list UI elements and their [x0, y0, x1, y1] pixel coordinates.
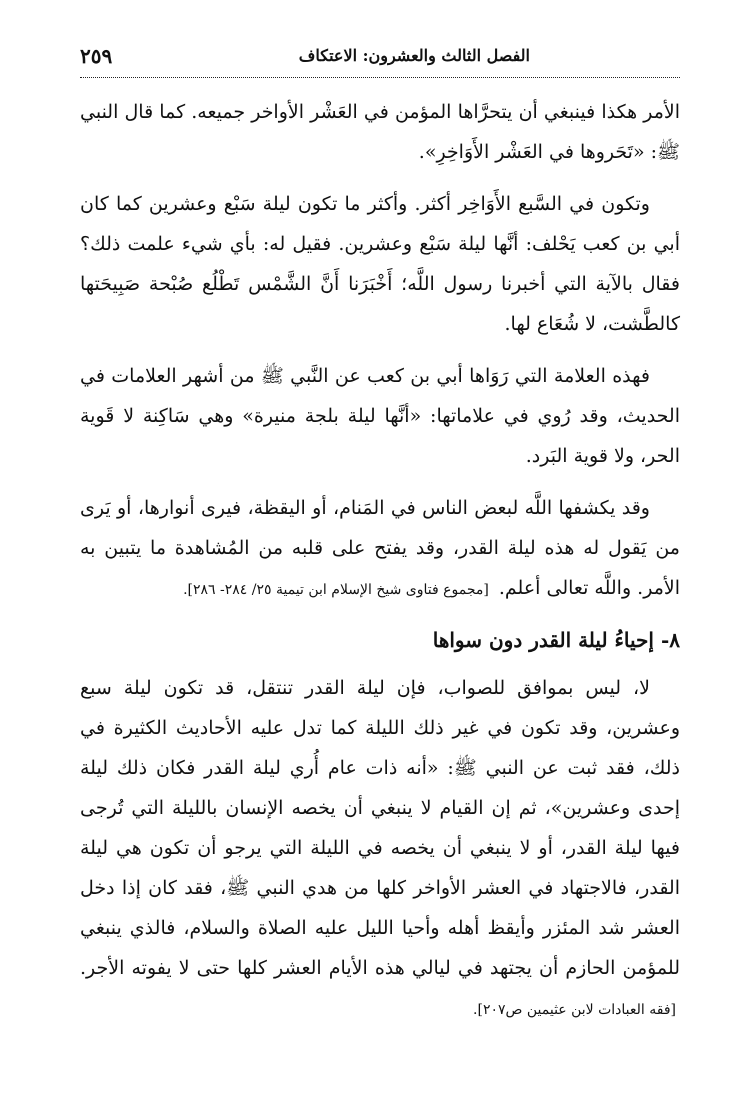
paragraph-4	[80, 488, 680, 610]
paragraph-text: لا، ليس بموافق للصواب، فإن ليلة القدر تنتقل، قد تكون ليلة سبع وعشرين، وقد تكون في غير ذلك الليلة كما تدل عليه الأحاديث الكثيرة في ذلك، فقد ثبت عن النبي ﷺ: «أنه ذات عام أُري ليلة القدر فكان ذلك ليلة إحدى وعشرين»، ثم إن القيام لا ينبغي أن يخصه الإنسان بالليلة التي تُرجى فيها ليلة القدر، أو لا ينبغي أن يخصه في الليلة التي يرجو أن تكون هي ليلة القدر، فالاجتهاد في العشر الأواخر كلها من هدي النبي ﷺ، فقد كان إذا دخل العشر شد المئزر وأيقظ أهله وأحيا الليل عليه الصلاة والسلام، فالذي ينبغي للمؤمن الحازم أن يجتهد في ليالي هذه الأيام العشر كلها حتى لا يفوته الأجر.	[80, 677, 680, 979]
chapter-title: الفصل الثالث والعشرون: الاعتكاف	[298, 46, 530, 65]
paragraph-3	[80, 356, 680, 476]
page-number: ٢٥٩	[80, 44, 113, 68]
page-header	[80, 44, 680, 72]
section-heading: ٨- إحياءُ ليلة القدر دون سواها	[432, 628, 680, 652]
paragraph-text: فهذه العلامة التي رَوَاها أبي بن كعب عن النَّبي ﷺ من أشهر العلامات في الحديث، وقد رُوي في علاماتها: «أنَّها ليلة بلجة منيرة» وهي سَاكِنة لا قَوية الحر، ولا قوية البَرد.	[80, 365, 680, 467]
header-divider	[80, 77, 680, 78]
paragraph-text: وقد يكشفها اللَّه لبعض الناس في المَنام، أو اليقظة، فيرى أنوارها، أو يَرى من يَقول له هذه ليلة القدر، وقد يفتح على قلبه من المُشاهدة ما يتبين به الأمر. واللَّه تعالى أعلم.	[80, 497, 680, 599]
source-citation: [مجموع فتاوى شيخ الإسلام ابن تيمية ٢٥/ ٢٨٤- ٢٨٦].	[183, 582, 489, 598]
source-citation: [فقه العبادات لابن عثيمين ص٢٠٧].	[473, 1002, 676, 1018]
paragraph-2	[80, 184, 680, 344]
paragraph-text: وتكون في السَّبع الأَوَاخِر أكثر. وأكثر ما تكون ليلة سَبْع وعشرين كما كان أبي بن كعب يَحْلف: أنَّها ليلة سَبْع وعشرين. فقيل له: بأي شيء علمت ذلك؟ فقال بالآية التي أخبرنا رسول اللَّه؛ أَخْبَرَنا أَنَّ الشَّمْس تَطْلُع صُبْحة صَبِيحَتها كالطَّشت، لا شُعَاع لها.	[80, 193, 680, 335]
page-body	[80, 92, 680, 1042]
paragraph-1	[80, 92, 680, 172]
section-paragraph-1	[80, 668, 680, 1030]
paragraph-text: الأمر هكذا فينبغي أن يتحرَّاها المؤمن في العَشْر الأواخر جميعه. كما قال النبي ﷺ: «تَحَروها في العَشْر الأَوَاخِرِ».	[80, 101, 680, 163]
